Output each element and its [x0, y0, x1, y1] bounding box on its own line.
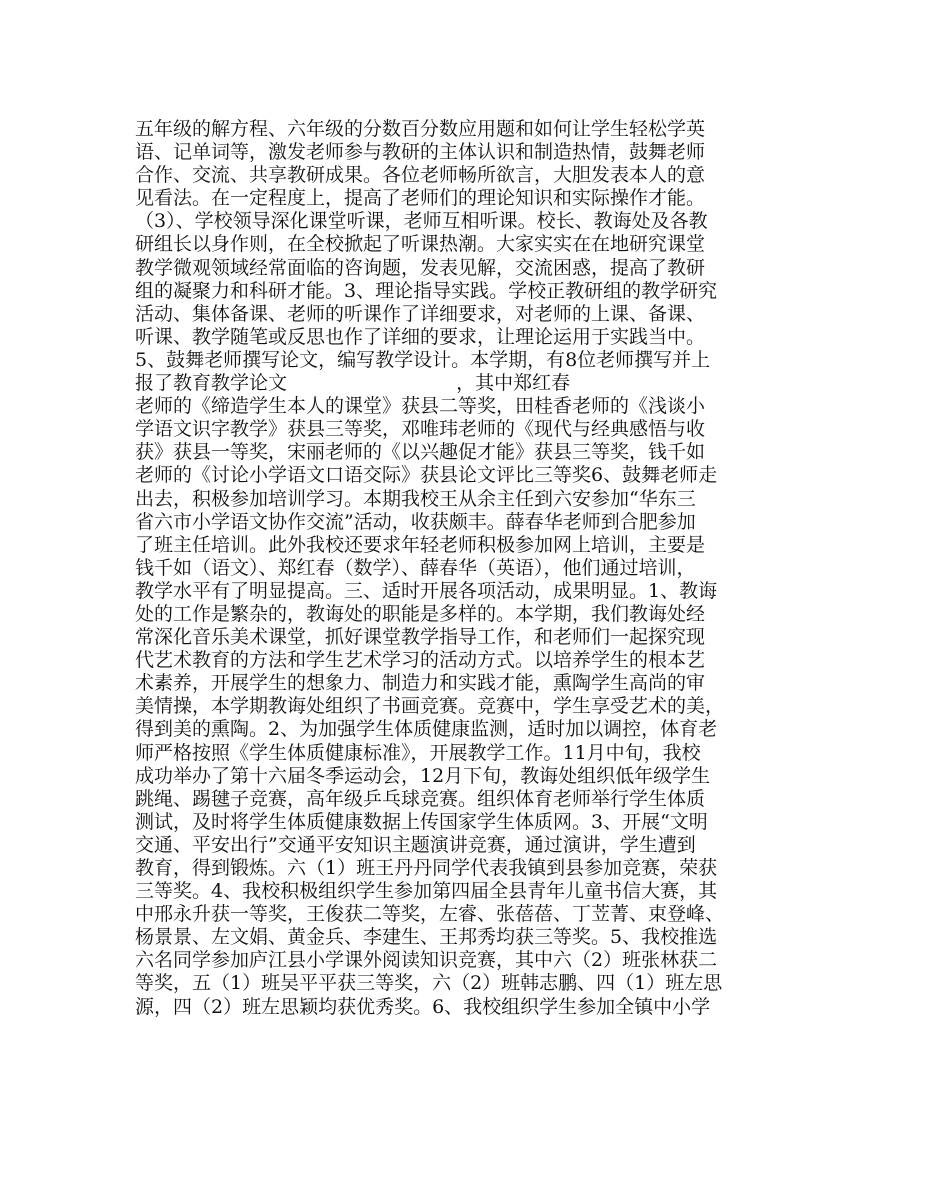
text-line: 五年级的解方程、六年级的分数百分数应用题和如何让学生轻松学英: [135, 118, 706, 140]
text-line: 处的工作是繁杂的，教诲处的职能是多样的。本学期，我们教诲处经: [135, 602, 706, 625]
text-line: 美情操，本学期教诲处组织了书画竞赛。竞赛中，学生享受艺术的美，: [135, 695, 725, 718]
text-line: 教学水平有了明显提高。三、适时开展各项活动，成果明显。1、教诲: [135, 579, 718, 602]
text-line: 中邢永升获一等奖，王俊获二等奖，左睿、张蓓蓓、丁苙菁、束登峰、: [135, 903, 725, 926]
text-line: 六名同学参加庐江县小学课外阅读知识竞赛，其中六（2）班张林获二: [135, 949, 718, 972]
text-line: 研组长以身作则，在全校掀起了听课热潮。大家实实在在地研究课堂: [135, 233, 706, 256]
text-line: （3）、学校领导深化课堂听课，老师互相听课。校长、教诲处及各教: [135, 210, 708, 233]
text-line: 三等奖。4、我校积极组织学生参加第四届全县青年儿童书信大赛，其: [135, 880, 718, 903]
text-line: 了班主任培训。此外我校还要求年轻老师积极参加网上培训，主要是: [135, 533, 706, 556]
text-line: 听课、教学随笔或反思也作了详细的要求，让理论运用于实践当中。: [135, 325, 706, 348]
text-line: 交通、平安出行”交通平安知识主题演讲竞赛，通过演讲，学生遭到: [135, 833, 696, 856]
text-line: 成功举办了第十六届冬季运动会，12月下旬，教诲处组织低年级学生: [135, 764, 711, 787]
text-line: 钱千如（语文）、郑红春（数学）、薛春华（英语），他们通过培训，: [135, 556, 696, 579]
text-line: 见看法。在一定程度上，提高了老师们的理论知识和实际操作才能。: [135, 187, 706, 210]
text-line: 活动、集体备课、老师的听课作了详细要求，对老师的上课、备课、: [135, 302, 706, 325]
text-line: 代艺术教育的方法和学生艺术学习的活动方式。以培养学生的根本艺: [135, 649, 706, 672]
text-line: 教育，得到锻炼。六（1）班王丹丹同学代表我镇到县参加竞赛，荣获: [135, 857, 718, 879]
text-line: 得到美的熏陶。2、为加强学生体质健康监测，适时加以调控，体育老: [135, 718, 718, 741]
text-line: 老师的《缔造学生本人的课堂》获县二等奖，田桂香老师的《浅谈小: [135, 395, 706, 418]
text-line: 合作、交流、共享教研成果。各位老师畅所欲言，大胆发表本人的意: [135, 164, 706, 187]
text-line: 报了教育教学论文 ，其中郑红春: [135, 372, 571, 395]
text-line: 老师的《讨论小学语文口语交际》获县论文评比三等奖6、鼓舞老师走: [135, 464, 718, 487]
text-line: 源，四（2）班左思颖均获优秀奖。6、我校组织学生参加全镇中小学: [135, 995, 711, 1018]
text-line: 跳绳、踢毽子竞赛，高年级乒乓球竞赛。组织体育老师举行学生体质: [135, 787, 706, 810]
text-line: 测试，及时将学生体质健康数据上传国家学生体质网。3、开展“文明: [135, 810, 708, 833]
text-line: 组的凝聚力和科研才能。3、理论指导实践。学校正教研组的教学研究: [135, 279, 718, 302]
text-line: 术素养，开展学生的想象力、制造力和实践才能，熏陶学生高尚的审: [135, 672, 706, 695]
text-line: 5、鼓舞老师撰写论文，编写教学设计。本学期，有8位老师撰写并上: [135, 348, 711, 371]
text-line: 杨景景、左文娟、黄金兵、李建生、王邦秀均获三等奖。5、我校推选: [135, 926, 718, 949]
text-line: 教学微观领域经常面临的咨询题，发表见解，交流困惑，提高了教研: [135, 256, 706, 279]
text-line: 师严格按照《学生体质健康标准》，开展教学工作。11月中旬，我校: [135, 741, 701, 764]
text-line: 语、记单词等，激发老师参与教研的主体认识和制造热情，鼓舞老师: [135, 141, 706, 164]
body-text: [135, 118, 815, 1019]
text-line: 省六市小学语文协作交流”活动，收获颇丰。薛春华老师到合肥参加: [135, 510, 696, 533]
text-line: 获》获县一等奖，宋丽老师的《以兴趣促才能》获县三等奖，钱千如: [135, 441, 706, 464]
text-line: 学语文识字教学》获县三等奖，邓唯玮老师的《现代与经典感悟与收: [135, 418, 706, 441]
text-line: 等奖，五（1）班吴平平获三等奖，六（2）班韩志鹏、四（1）班左思: [135, 972, 723, 995]
text-line: 出去，积极参加培训学习。本期我校王从余主任到六安参加“华东三: [135, 487, 696, 510]
text-line: 常深化音乐美术课堂，抓好课堂教学指导工作，和老师们一起探究现: [135, 626, 706, 649]
